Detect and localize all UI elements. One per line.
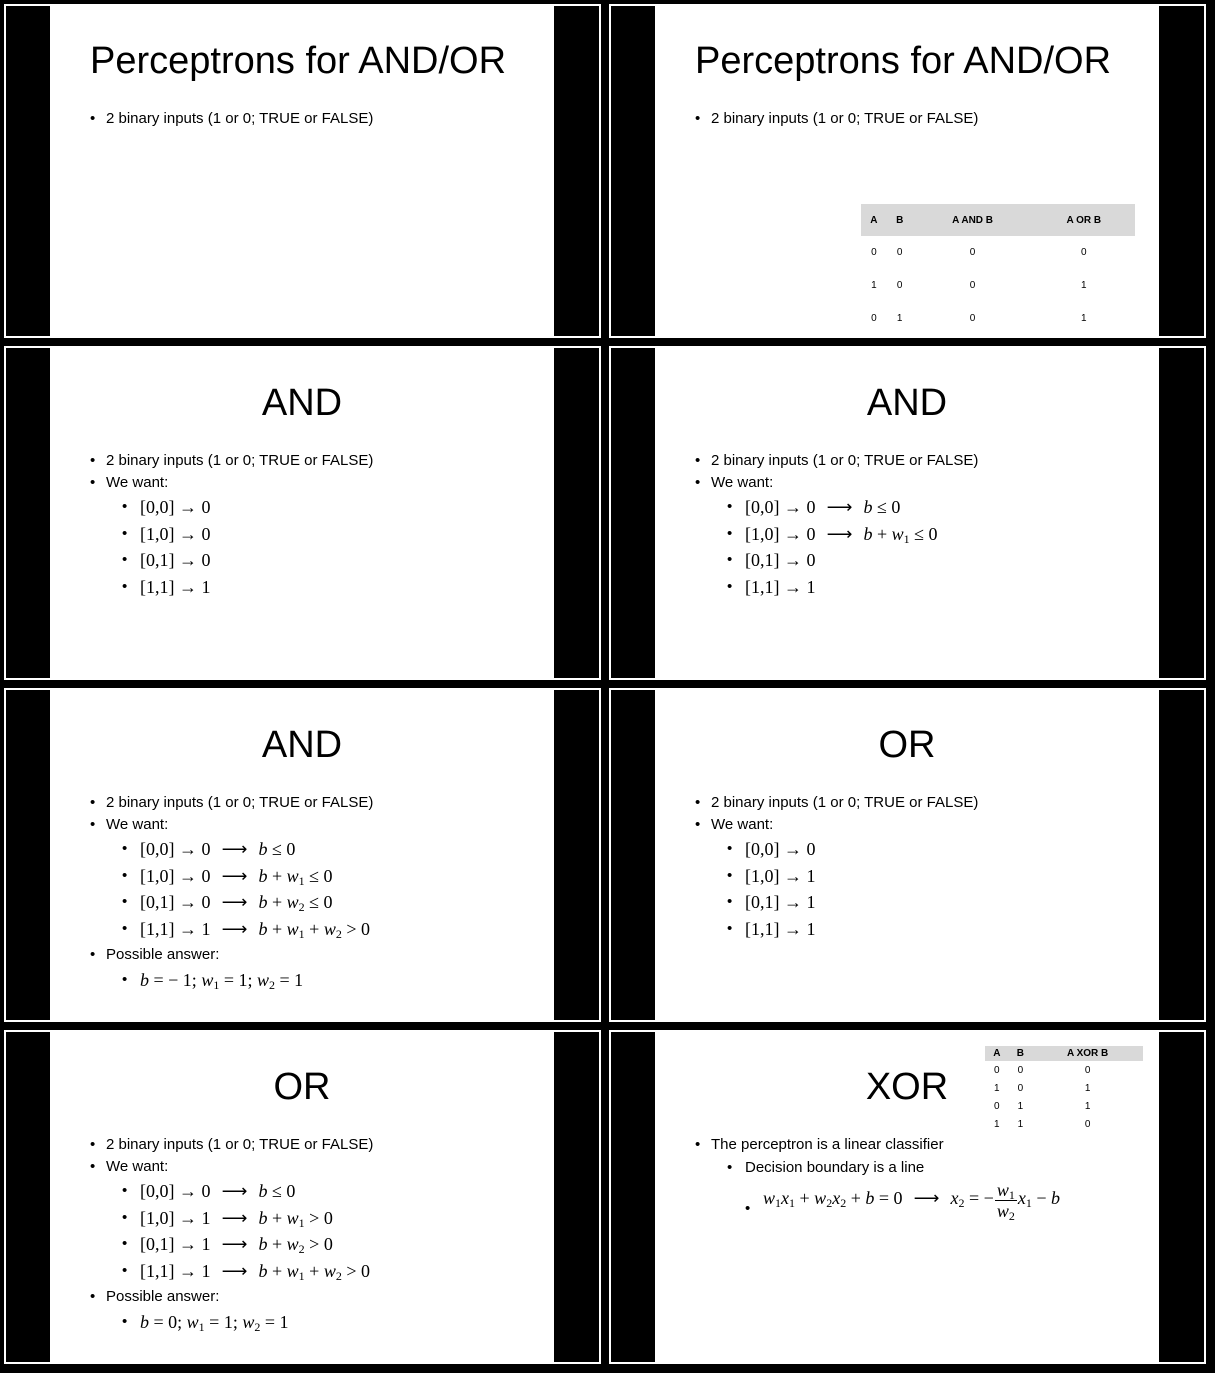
table-cell: 0	[1081, 247, 1087, 258]
table-header: A	[985, 1046, 1009, 1061]
case-item	[106, 836, 373, 863]
possible-answer-label: Possible answer:	[106, 946, 220, 963]
case-text: [1,1] → 1	[140, 918, 211, 939]
case-item	[106, 1205, 373, 1232]
constraint: b ≤ 0	[258, 1181, 296, 1201]
constraint: $b + w_1 + w_2 > 0$	[258, 918, 370, 941]
table-row	[985, 1097, 1143, 1115]
table-row	[985, 1115, 1143, 1133]
slide-title: AND	[866, 382, 948, 424]
long-arrow: ⟶	[826, 497, 853, 517]
constraint: $b + w_1 \le 0$	[863, 523, 938, 546]
slide-content	[655, 348, 1159, 678]
bullet-list	[90, 450, 373, 602]
table-cell: 1	[896, 313, 903, 324]
answer-list	[106, 1309, 373, 1336]
table-cell: 0	[896, 280, 903, 291]
slide-title: OR	[273, 1066, 331, 1108]
case-item	[106, 1178, 373, 1205]
case-text: [1,0] → 0	[140, 523, 211, 544]
case-item	[711, 836, 978, 863]
table-cell: 0	[994, 1100, 1000, 1112]
case-text: [1,1] → 1	[745, 918, 816, 939]
case-text: [1,1] → 1	[140, 1260, 211, 1281]
case-text: [1,1] → 1	[745, 576, 816, 597]
bullet-we-want	[695, 814, 978, 943]
bullet-we-want	[90, 472, 373, 601]
long-arrow: ⟶	[826, 523, 853, 544]
slide-content	[50, 690, 554, 1020]
table-cell: 1	[1017, 1100, 1024, 1112]
slide-4[interactable]	[609, 346, 1206, 680]
long-arrow: ⟶	[221, 865, 248, 886]
constraint: b ≤ 0	[863, 497, 901, 517]
long-arrow: ⟶	[221, 1234, 248, 1254]
long-arrow: ⟶	[913, 1188, 940, 1209]
slide-5[interactable]	[4, 688, 601, 1022]
table-row	[861, 236, 1135, 269]
slide-title: Perceptrons for AND/OR	[90, 40, 507, 82]
table-cell: 1	[1081, 313, 1087, 324]
slide-title: AND	[261, 724, 343, 766]
slide-content	[655, 690, 1159, 1020]
table-row	[861, 302, 1135, 335]
table-cell: 0	[969, 247, 976, 258]
table-cell: 1	[871, 280, 877, 291]
slide-title: XOR	[865, 1066, 949, 1108]
answer-item	[106, 967, 373, 994]
case-text: [1,0] → 0	[140, 865, 211, 886]
we-want-label: We want:	[711, 473, 774, 491]
slide-6[interactable]	[609, 688, 1206, 1022]
case-text: [1,0] → 1	[745, 865, 816, 886]
table-header-row	[985, 1046, 1143, 1061]
table-cell: 0	[1084, 1064, 1091, 1076]
case-item	[106, 889, 373, 916]
table-cell: 0	[871, 313, 877, 324]
case-text: [0,0] → 0	[140, 1181, 211, 1201]
slide-2[interactable]	[609, 4, 1206, 338]
slide-content	[655, 6, 1159, 336]
bullet-possible-answer	[90, 1286, 373, 1335]
case-text: [0,0] → 0	[745, 839, 816, 859]
case-text: [0,0] → 0	[140, 497, 211, 517]
answer-formula: b = − 1; $w_1 = 1$; $w_2 = 1$	[140, 969, 304, 992]
case-list	[711, 494, 978, 600]
answer-list	[106, 967, 373, 994]
bullet-inputs: • 2 binary inputs (1 or 0; TRUE or FALSE)	[90, 450, 373, 472]
case-item	[711, 494, 978, 521]
table-cell: 0	[969, 280, 976, 291]
case-list	[106, 1178, 373, 1284]
case-text: [0,0] → 0	[140, 839, 211, 859]
slide-7[interactable]	[4, 1030, 601, 1364]
case-list	[106, 494, 373, 600]
table-header: A AND B	[913, 204, 1033, 236]
long-arrow: ⟶	[221, 1207, 248, 1228]
table-cell: 1	[994, 1118, 1000, 1130]
case-text: [0,1] → 0	[140, 550, 211, 570]
case-item	[711, 863, 978, 890]
table-cell: 0	[1017, 1064, 1024, 1076]
slide-title: OR	[878, 724, 936, 766]
we-want-label: We want:	[106, 815, 169, 833]
table-header: B	[1009, 1046, 1033, 1061]
long-arrow: ⟶	[221, 1260, 248, 1281]
case-item	[711, 889, 978, 916]
bullet-list	[695, 108, 978, 130]
constraint: $b + w_1 > 0$	[258, 1207, 333, 1230]
table-row	[985, 1061, 1143, 1079]
table-row	[985, 1079, 1143, 1097]
long-arrow: ⟶	[221, 1181, 248, 1201]
truth-table-and-or	[861, 204, 1135, 335]
bullet-possible-answer	[90, 944, 373, 993]
case-text: [1,1] → 1	[140, 576, 211, 597]
decision-boundary-text: Decision boundary is a line	[745, 1158, 925, 1176]
case-item	[711, 574, 978, 601]
truth-table-xor	[985, 1046, 1143, 1133]
slide-content	[50, 1032, 554, 1362]
slide-1[interactable]	[4, 4, 601, 338]
constraint: $b + w_2 \le 0$	[258, 892, 333, 914]
constraint: b ≤ 0	[258, 839, 296, 859]
possible-answer-label: Possible answer:	[106, 1288, 220, 1305]
constraint: $b + w_2 > 0$	[258, 1234, 333, 1256]
table-cell: 1	[1081, 280, 1087, 291]
bullet-we-want	[695, 472, 978, 601]
table-cell: 0	[896, 247, 903, 258]
case-text: [0,1] → 1	[745, 892, 816, 912]
table-header: A OR B	[1033, 204, 1135, 236]
case-text: [1,0] → 1	[140, 1207, 211, 1228]
bullet-list	[90, 108, 373, 130]
answer-formula: b = 0; $w_1 = 1$; $w_2 = 1$	[140, 1311, 289, 1334]
case-item	[106, 574, 373, 601]
boundary-equation-item	[711, 1180, 1060, 1221]
table-cell: 0	[969, 313, 976, 324]
slide-title: AND	[261, 382, 343, 424]
table-cell: 1	[1084, 1082, 1091, 1094]
boundary-equation: $w_1x_1 + w_2x_2 + b = 0$ ⟶ $x_2$ = − $\frac{w_1}{w_2}$ $x_1 - b$	[763, 1179, 1060, 1223]
case-list	[711, 836, 978, 942]
slide-content	[50, 6, 554, 336]
table-cell: 0	[871, 247, 877, 258]
bullet-we-want	[90, 814, 373, 943]
case-item	[106, 547, 373, 574]
bullet-list	[90, 792, 373, 995]
table-cell: 0	[1084, 1118, 1091, 1130]
bullet-inputs: • 2 binary inputs (1 or 0; TRUE or FALSE)	[695, 792, 978, 814]
case-item	[711, 521, 978, 548]
bullet-list	[695, 1134, 1060, 1221]
table-header: A	[861, 204, 887, 236]
linear-classifier-text: The perceptron is a linear classifier	[711, 1136, 944, 1153]
table-header: A XOR B	[1032, 1046, 1143, 1061]
table-header-row	[861, 204, 1135, 236]
table-header: B	[887, 204, 913, 236]
bullet-inputs: • 2 binary inputs (1 or 0; TRUE or FALSE)	[695, 108, 978, 130]
long-arrow: ⟶	[221, 839, 248, 859]
bullet-dot: •	[745, 1199, 751, 1217]
case-item	[711, 916, 978, 943]
slide-title: Perceptrons for AND/OR	[695, 40, 1112, 82]
bullet-inputs: • 2 binary inputs (1 or 0; TRUE or FALSE)	[90, 792, 373, 814]
bullet-inputs: • 2 binary inputs (1 or 0; TRUE or FALSE)	[90, 108, 373, 130]
slide-content	[655, 1032, 1159, 1362]
answer-item	[106, 1309, 373, 1336]
case-item	[711, 547, 978, 574]
we-want-label: We want:	[106, 1157, 169, 1175]
case-text: [0,0] → 0	[745, 497, 816, 517]
we-want-label: We want:	[711, 815, 774, 833]
table-cell: 0	[994, 1064, 1000, 1076]
bullet-we-want	[90, 1156, 373, 1285]
constraint: $b + w_1 + w_2 > 0$	[258, 1260, 370, 1283]
case-list	[106, 836, 373, 942]
case-item	[106, 916, 373, 943]
bullet-list	[695, 792, 978, 944]
slide-3[interactable]	[4, 346, 601, 680]
table-cell: 1	[1017, 1118, 1024, 1130]
case-item	[106, 1231, 373, 1258]
bullet-list	[90, 1134, 373, 1337]
case-text: [0,1] → 0	[140, 892, 211, 912]
bullet-inputs: • 2 binary inputs (1 or 0; TRUE or FALSE)	[695, 450, 978, 472]
fraction: $\frac{w_1}{w_2}$	[996, 1179, 1015, 1223]
bullet-inputs: • 2 binary inputs (1 or 0; TRUE or FALSE)	[90, 1134, 373, 1156]
bullet-list	[695, 450, 978, 602]
table-row	[861, 269, 1135, 302]
table-cell: 1	[1084, 1100, 1091, 1112]
bullet-decision-boundary	[711, 1157, 1060, 1178]
case-item	[106, 1258, 373, 1285]
table-cell: 1	[994, 1082, 1000, 1094]
case-text: [1,0] → 0	[745, 523, 816, 544]
case-text: [0,1] → 0	[745, 550, 816, 570]
case-item	[106, 521, 373, 548]
case-text: [0,1] → 1	[140, 1234, 211, 1254]
sub-list	[711, 1157, 1060, 1178]
slide-content	[50, 348, 554, 678]
table-cell: 0	[1017, 1082, 1024, 1094]
constraint: $b + w_1 \le 0$	[258, 865, 333, 888]
we-want-label: We want:	[106, 473, 169, 491]
case-item	[106, 494, 373, 521]
case-item	[106, 863, 373, 890]
long-arrow: ⟶	[221, 918, 248, 939]
slide-8[interactable]	[609, 1030, 1206, 1364]
long-arrow: ⟶	[221, 892, 248, 912]
bullet-linear-classifier	[695, 1134, 1060, 1221]
